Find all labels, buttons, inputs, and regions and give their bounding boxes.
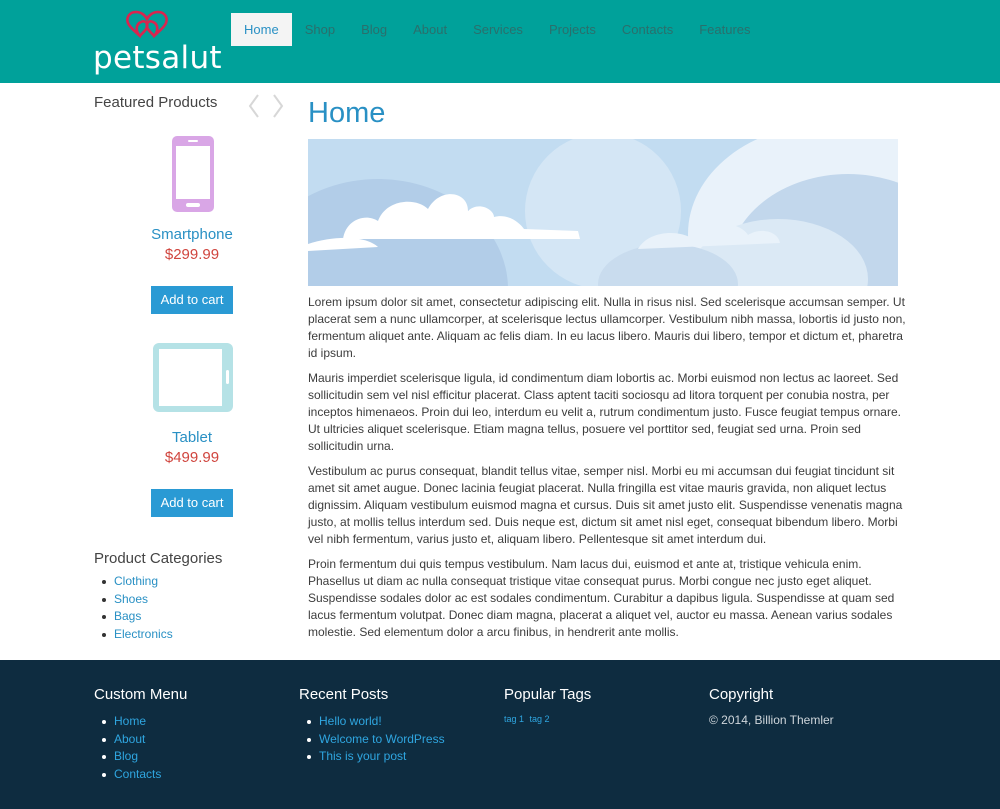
footer-link-blog[interactable]: Blog [114,748,294,766]
chevron-right-icon[interactable] [274,95,282,117]
nav-item-services[interactable]: Services [473,22,523,37]
heart-logo-icon [124,8,170,42]
category-link-clothing[interactable]: Clothing [114,573,173,591]
product-price: $499.99 [164,449,220,466]
recent-post-link[interactable]: This is your post [319,748,499,766]
footer-link-about[interactable]: About [114,731,294,749]
category-link-electronics[interactable]: Electronics [114,626,173,644]
add-to-cart-button[interactable]: Add to cart [151,489,233,517]
site-header [0,0,1000,83]
copyright-text: © 2014, Billion Themler [709,713,834,727]
tag-link[interactable]: tag 1 [504,714,525,724]
nav-item-blog[interactable]: Blog [361,22,388,37]
chevron-left-icon[interactable] [250,95,258,117]
smartphone-icon[interactable] [171,135,215,213]
footer-custom-menu-title: Custom Menu [94,686,188,703]
product-name[interactable]: Smartphone [151,226,233,243]
footer-recent-posts-title: Recent Posts [299,686,389,703]
footer-link-contacts[interactable]: Contacts [114,766,294,784]
clouds-illustration [308,139,898,286]
slider-arrows [246,93,286,119]
nav-item-home[interactable]: Home [231,13,292,46]
paragraph: Lorem ipsum dolor sit amet, consectetur adipiscing elit. Nulla in risus nisl. Sed scelerisque accumsan semper. Ut placerat sem a nunc ullamcorper, at scelerisque lectus ullamcorper. Vestibulum nibh massa, lobortis id justo non, fermentum aliquet ante. Aliquam ac felis diam. In eu lacus libero. Mauris dui libero, tempor et dictum et, pharetra id ipsum. [308,295,906,360]
logo-text: petsalut [93,40,222,76]
category-list [114,573,173,643]
main-nav [231,13,764,47]
nav-item-features[interactable]: Features [699,22,751,37]
article-body [308,294,908,649]
tag-link[interactable]: tag 2 [529,714,550,724]
paragraph: Mauris imperdiet scelerisque ligula, id condimentum diam lobortis ac. Morbi euismod non lectus ac laoreet. Sed sollicitudin sem vel nisl efficitur placerat. Class aptent taciti sociosqu ad litora torquent per conubia nostra, per inceptos himenaeos. Proin dui leo, interdum eu velit a, rutrum condimentum justo. Fusce feugiat tempus ornare. Ut ultricies aliquet scelerisque. Etiam magna tellus, posuere vel porttitor sed, feugiat sed urna. Proin sed sollicitudin urna. [308,371,901,453]
nav-item-shop[interactable]: Shop [304,22,336,37]
product-name[interactable]: Tablet [171,429,213,446]
paragraph: Proin fermentum dui quis tempus vestibulum. Nam lacus dui, euismod et ante at, tristique vehicula enim. Phasellus ut diam ac nulla consequat tristique vitae consequat purus. Morbi congue nec justo eget aliquet. Suspendisse sodales dolor ac est sodales condimentum. Curabitur a dapibus ligula. Suspendisse at quam sed lacus fermentum volutpat. Donec diam magna, placerat a aliquet vel, auctor eu massa. Aenean varius sodales molestie. Sed elementum dolor a arcu finibus, in hendrerit ante mollis. [308,557,895,639]
nav-item-projects[interactable]: Projects [548,22,596,37]
recent-post-link[interactable]: Welcome to WordPress [319,731,499,749]
product-price: $299.99 [164,246,220,263]
category-link-bags[interactable]: Bags [114,608,173,626]
nav-item-about[interactable]: About [413,22,448,37]
nav-item-contacts[interactable]: Contacts [621,22,674,37]
footer-recent-posts [299,686,499,766]
category-link-shoes[interactable]: Shoes [114,591,173,609]
site-footer [0,660,1000,809]
site-logo[interactable] [93,8,222,76]
recent-post-link[interactable]: Hello world! [319,713,499,731]
page-title: Home [308,97,386,129]
tablet-icon[interactable] [152,342,234,413]
footer-popular-tags [504,686,704,724]
footer-copyright [709,686,909,727]
footer-copyright-title: Copyright [709,686,774,703]
product-categories-title: Product Categories [94,550,223,567]
hero-image [308,139,898,286]
add-to-cart-button[interactable]: Add to cart [151,286,233,314]
footer-custom-menu [94,686,294,783]
featured-products-title: Featured Products [94,94,218,111]
footer-popular-tags-title: Popular Tags [504,686,592,703]
footer-link-home[interactable]: Home [114,713,294,731]
paragraph: Vestibulum ac purus consequat, blandit tellus vitae, semper nisl. Morbi eu mi accumsan dui feugiat tincidunt sit amet sit amet augue. Donec lacinia feugiat placerat. Nulla fringilla est vitae mauris gravida, non aliquet lectus dignissim. Aliquam vestibulum euismod magna et cursus. Duis sit amet justo elit. Suspendisse venenatis magna justo, at mollis tellus interdum sed. Duis neque est, dictum sit amet nisl eget, consequat bibendum libero. Morbi vel nibh fermentum, varius justo et, aliquam libero. Pellentesque sit amet interdum dui. [308,464,903,546]
